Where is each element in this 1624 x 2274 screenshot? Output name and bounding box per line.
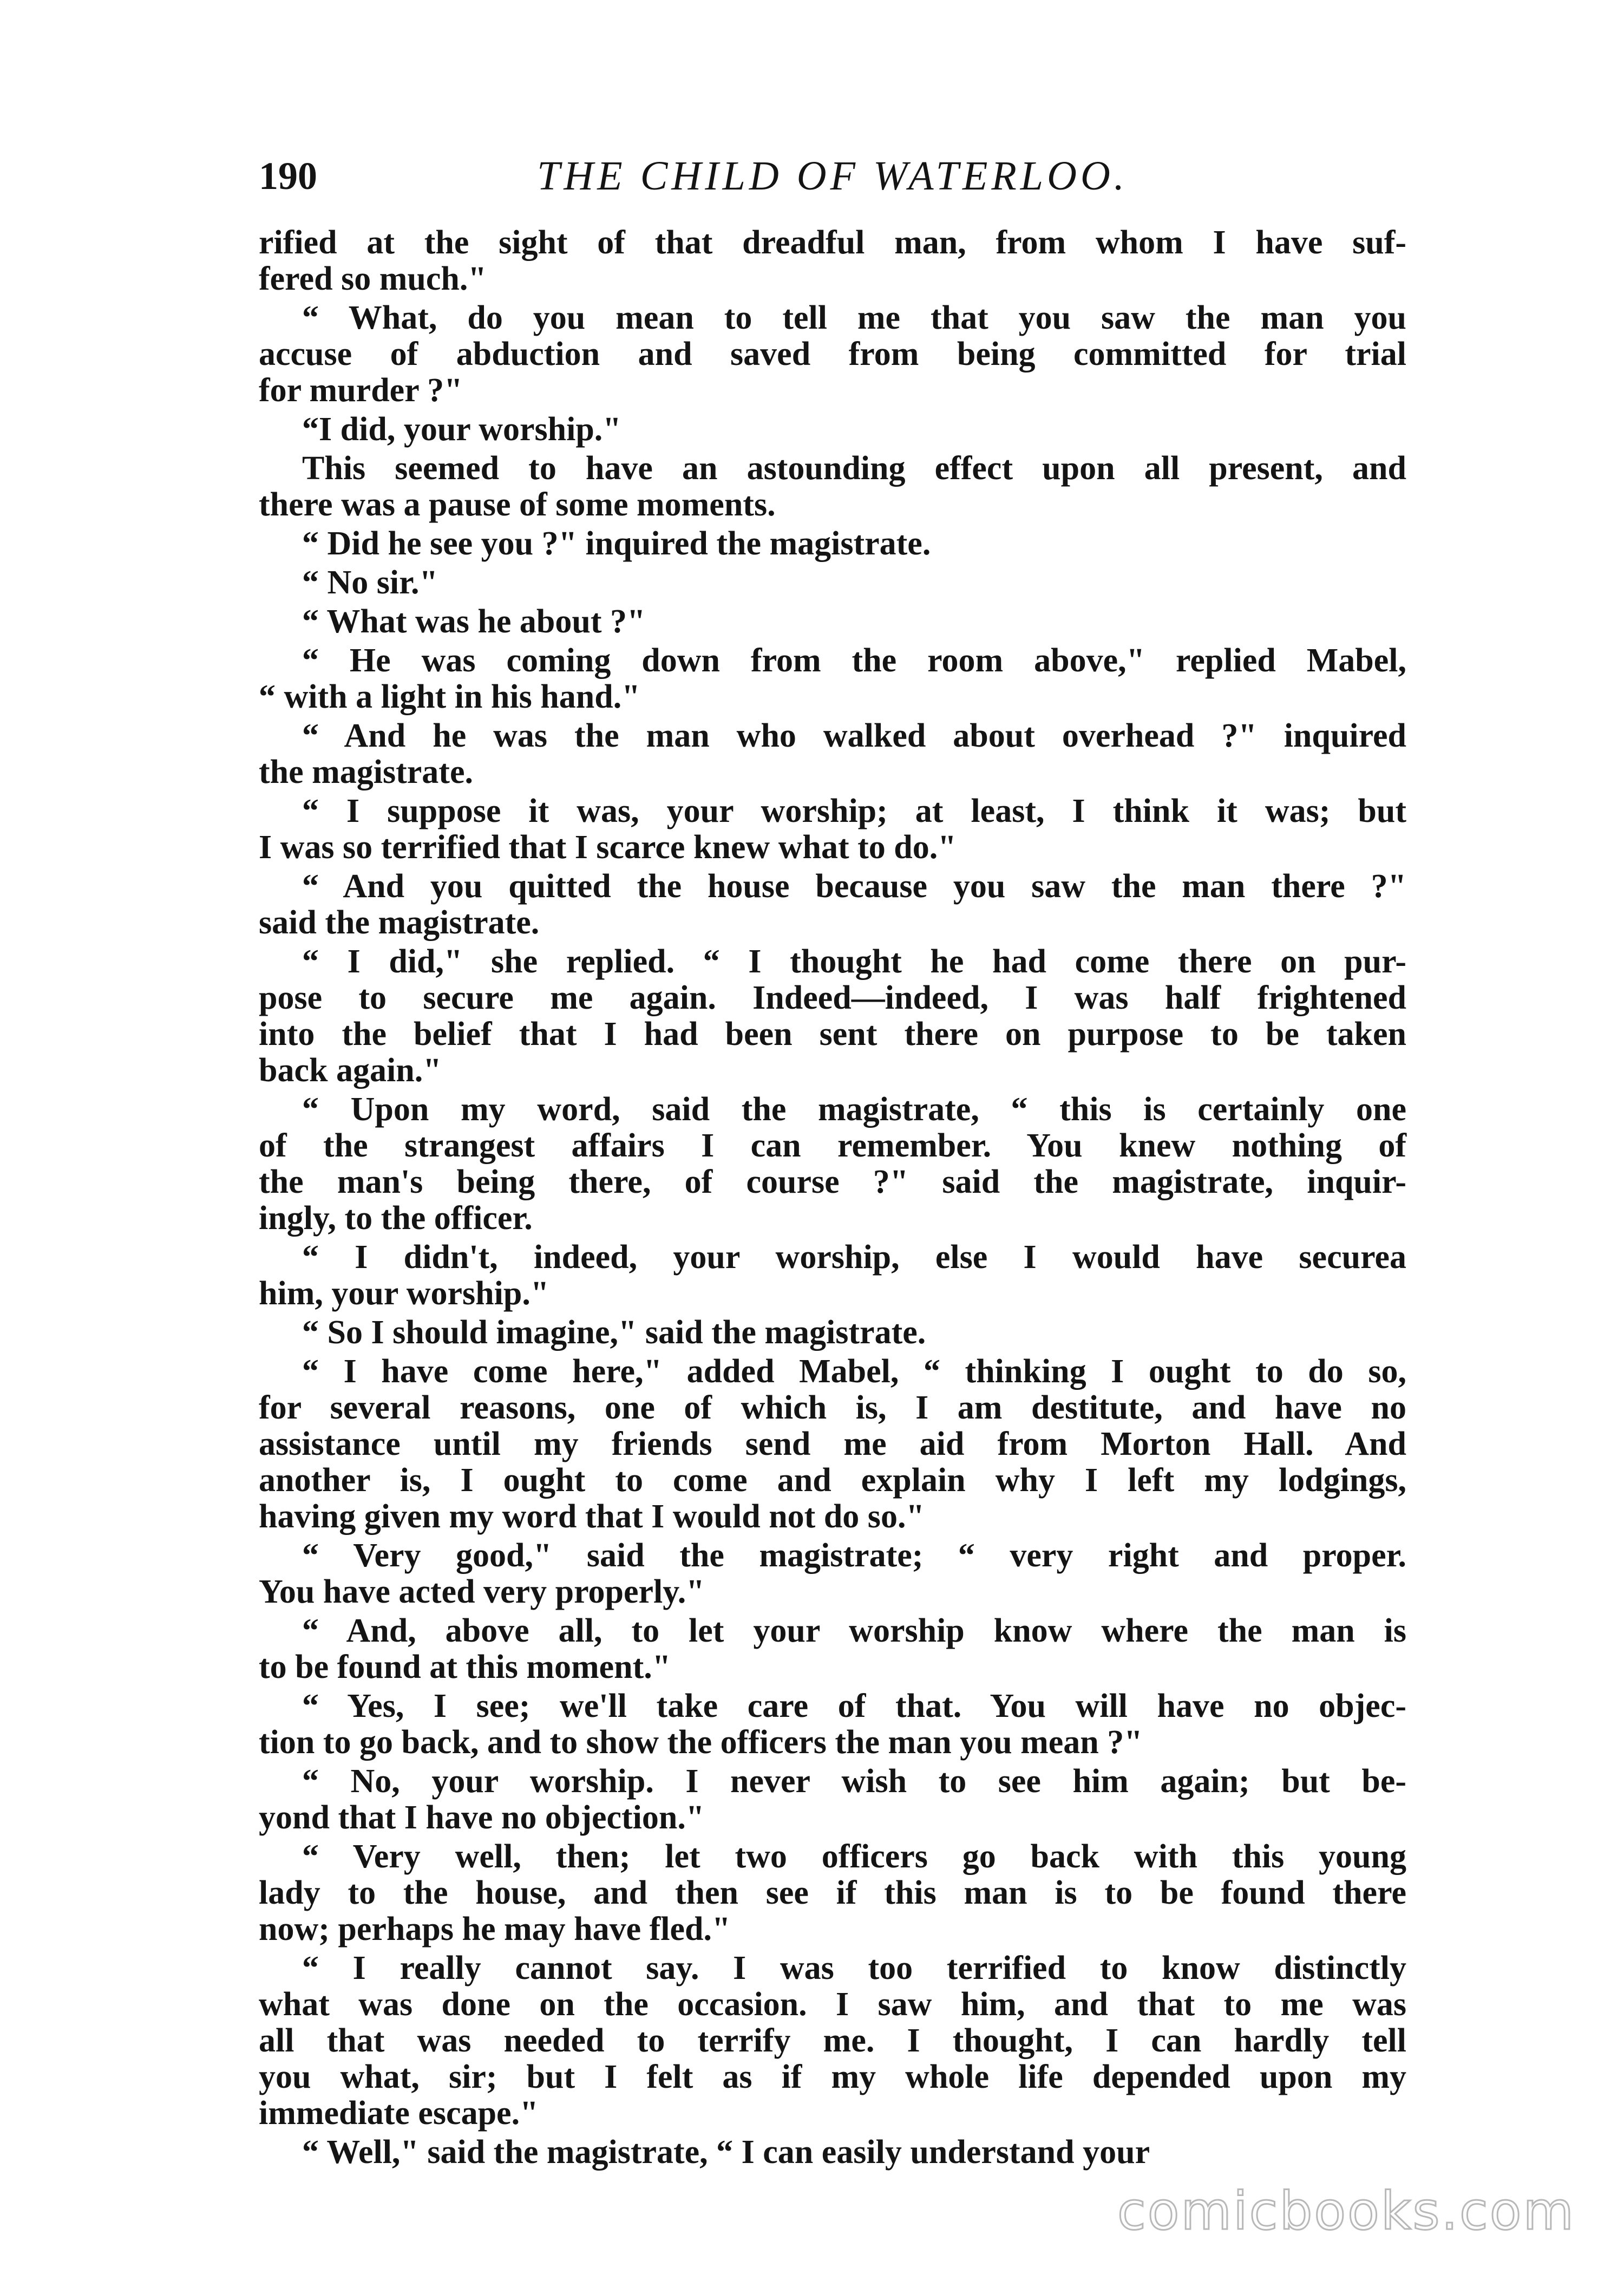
text-line: fered so much." [259,260,487,297]
text-line: “ Very well, then; let two officers go back with this young [302,1838,1406,1875]
page-header [259,146,1406,206]
paragraph [259,643,1406,715]
paragraph [259,1763,1406,1836]
text-line: “ What, do you mean to tell me that you saw the man you [302,299,1406,336]
text-line: “ And he was the man who walked about overhead ?" inquired [302,717,1406,754]
text-line: “ I did," she replied. “ I thought he had come there on pur- [302,943,1406,980]
text-line: “ I have come here," added Mabel, “ thinking I ought to do so, [302,1353,1406,1390]
page-number: 190 [259,154,317,198]
text-line: you what, sir; but I felt as if my whole life depended upon my [259,2059,1406,2095]
text-line: “ What was he about ?" [302,603,646,640]
paragraph [259,1688,1406,1761]
text-line: You have acted very properly." [259,1573,705,1610]
paragraph [259,300,1406,409]
paragraph [259,565,1406,601]
text-line: pose to secure me again. Indeed—indeed, I was half frightened [259,979,1406,1016]
text-line: accuse of abduction and saved from being committed for trial [259,336,1406,373]
text-line: “ I didn't, indeed, your worship, else I would have securea [302,1239,1406,1276]
text-line: “ Upon my word, said the magistrate, “ this is certainly one [302,1091,1406,1128]
text-line: for several reasons, one of which is, I am destitute, and have no [259,1389,1406,1426]
text-line: immediate escape." [259,2095,539,2132]
text-line: what was done on the occasion. I saw him, and that to me was [259,1986,1406,2023]
text-line: “ Yes, I see; we'll take care of that. You will have no objec- [302,1688,1406,1724]
text-line: ingly, to the officer. [259,1200,533,1237]
text-line: for murder ?" [259,372,463,409]
text-line: there was a pause of some moments. [259,486,776,523]
paragraph [259,1092,1406,1237]
paragraph [259,1839,1406,1948]
watermark: comicbooks.com [1117,2181,1575,2242]
text-line: “ Very good," said the magistrate; “ very right and proper. [302,1537,1406,1574]
text-line: him, your worship." [259,1275,549,1312]
paragraph [259,450,1406,523]
text-line: now; perhaps he may have fled." [259,1911,731,1948]
text-line: “ He was coming down from the room above," replied Mabel, [302,642,1406,679]
text-line: another is, I ought to come and explain why I left my lodgings, [259,1462,1406,1499]
paragraph [259,2134,1406,2171]
text-line: into the belief that I had been sent there on purpose to be taken [259,1016,1406,1053]
paragraph [259,944,1406,1089]
text-line: said the magistrate. [259,904,540,941]
text-line: assistance until my friends send me aid from Morton Hall. And [259,1426,1406,1462]
body-text [259,225,1406,2173]
text-line: having given my word that I would not do so." [259,1498,925,1535]
text-line: tion to go back, and to show the officers the man you mean ?" [259,1724,1143,1761]
text-line: lady to the house, and then see if this man is to be found there [259,1874,1406,1911]
text-line: “ Well," said the magistrate, “ I can easily understand your [302,2134,1150,2171]
paragraph [259,1613,1406,1685]
paragraph [259,1315,1406,1351]
text-line: the man's being there, of course ?" said the magistrate, inquir- [259,1164,1406,1200]
paragraph [259,718,1406,790]
text-line: “ I really cannot say. I was too terrified to know distinctly [302,1950,1406,1987]
text-line: “ So I should imagine," said the magistrate. [302,1314,926,1351]
text-line: “ And you quitted the house because you saw the man there ?" [302,868,1406,905]
text-line: yond that I have no objection." [259,1799,705,1836]
paragraph [259,868,1406,941]
text-line: back again." [259,1052,442,1089]
text-line: to be found at this moment." [259,1649,671,1685]
text-line: all that was needed to terrify me. I thought, I can hardly tell [259,2022,1406,2059]
paragraph [259,604,1406,640]
paragraph [259,793,1406,866]
text-line: “I did, your worship." [302,411,621,448]
paragraph [259,1239,1406,1312]
text-line: “ No sir." [302,564,438,601]
text-line: “ Did he see you ?" inquired the magistrate. [302,525,931,562]
paragraph [259,526,1406,562]
running-head: THE CHILD OF WATERLOO. [537,153,1128,199]
text-line: “ And, above all, to let your worship know where the man is [302,1612,1406,1649]
paragraph [259,411,1406,448]
text-line: of the strangest affairs I can remember. You knew nothing of [259,1127,1406,1164]
text-line: “ with a light in his hand." [259,678,640,715]
text-line: rified at the sight of that dreadful man, from whom I have suf- [259,224,1406,261]
text-line: “ I suppose it was, your worship; at least, I think it was; but [302,793,1406,829]
text-line: “ No, your worship. I never wish to see him again; but be- [302,1763,1406,1800]
text-line: the magistrate. [259,754,473,790]
paragraph [259,225,1406,297]
text-line: I was so terrified that I scarce knew what to do." [259,829,957,866]
paragraph [259,1538,1406,1610]
text-line: This seemed to have an astounding effect upon all present, and [302,450,1406,487]
paragraph [259,1950,1406,2132]
paragraph [259,1354,1406,1535]
